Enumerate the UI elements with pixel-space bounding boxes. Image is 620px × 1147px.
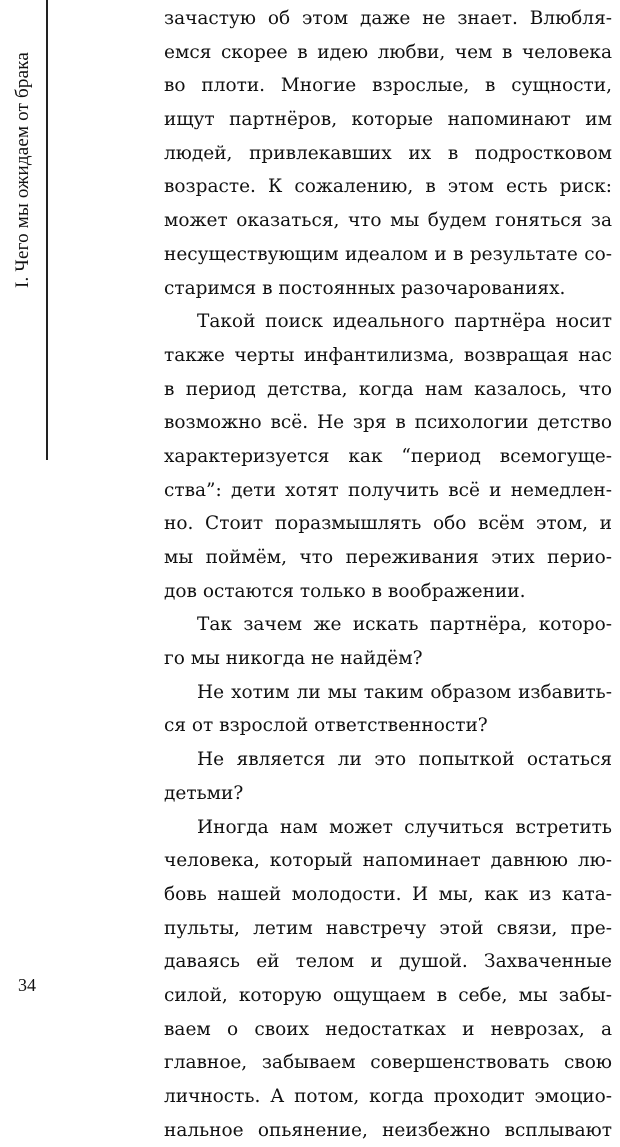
text-line: но. Стоит поразмышлять обо всём этом, и <box>164 513 612 535</box>
text-line: даваясь ей телом и душой. Захваченные <box>164 951 612 973</box>
text-line: несуществующим идеалом и в результате со- <box>164 243 612 265</box>
text-line: Не хотим ли мы таким образом избавить- <box>197 681 612 703</box>
text-line: старимся в постоянных разочарованиях. <box>164 277 566 299</box>
text-line: мы поймём, что переживания этих перио- <box>164 547 612 568</box>
text-line: может оказаться, что мы будем гоняться за <box>164 210 612 232</box>
text-line: Не является ли это попыткой остаться <box>197 749 612 771</box>
text-line: личность. А потом, когда проходит эмоцио- <box>164 1086 612 1107</box>
text-line: возрасте. К сожалению, в этом есть риск: <box>164 176 612 198</box>
text-line: пульты, летим навстречу этой связи, пре- <box>164 917 612 939</box>
text-line: людей, привлекавших их в подростковом <box>164 142 612 164</box>
text-line: возможно всё. Не зря в психологии детство <box>164 412 612 434</box>
text-line: бовь нашей молодости. И мы, как из ката- <box>164 883 612 905</box>
text-line: Иногда нам может случиться встретить <box>197 816 612 838</box>
text-line: детьми? <box>164 782 244 804</box>
running-header: I. Чего мы ожидаем от брака <box>12 51 33 289</box>
page-number: 34 <box>18 975 36 995</box>
text-line: ся от взрослой ответственности? <box>164 715 488 737</box>
text-line: зачастую об этом даже не знает. Влюбля- <box>164 8 612 29</box>
text-line: также черты инфантилизма, возвращая нас <box>164 344 612 366</box>
text-line: нальное опьянение, неизбежно всплывают <box>164 1119 612 1141</box>
text-line: ваем о своих недостатках и неврозах, а <box>164 1018 612 1040</box>
text-line: дов остаются только в воображении. <box>164 580 526 602</box>
text-line: емся скорее в идею любви, чем в человека <box>164 41 612 63</box>
text-line: Так зачем же искать партнёра, которо- <box>197 614 612 636</box>
text-line: во плоти. Многие взрослые, в сущности, <box>164 75 612 97</box>
text-line: силой, которую ощущаем в себе, мы забы- <box>164 984 612 1006</box>
body-text <box>164 2 612 1147</box>
text-line: ства”: дети хотят получить всё и немедлен- <box>164 479 612 501</box>
running-header-bar <box>0 0 48 460</box>
text-line: главное, забываем совершенствовать свою <box>164 1052 612 1074</box>
text-line: характеризуется как “период всемогуще- <box>164 445 612 467</box>
text-line: Такой поиск идеального партнёра носит <box>197 311 612 333</box>
text-line: человека, который напоминает давнюю лю- <box>164 850 612 872</box>
text-line: го мы никогда не найдём? <box>164 648 423 670</box>
text-line: ищут партнёров, которые напоминают им <box>164 109 612 131</box>
text-line: в период детства, когда нам казалось, что <box>164 378 612 400</box>
